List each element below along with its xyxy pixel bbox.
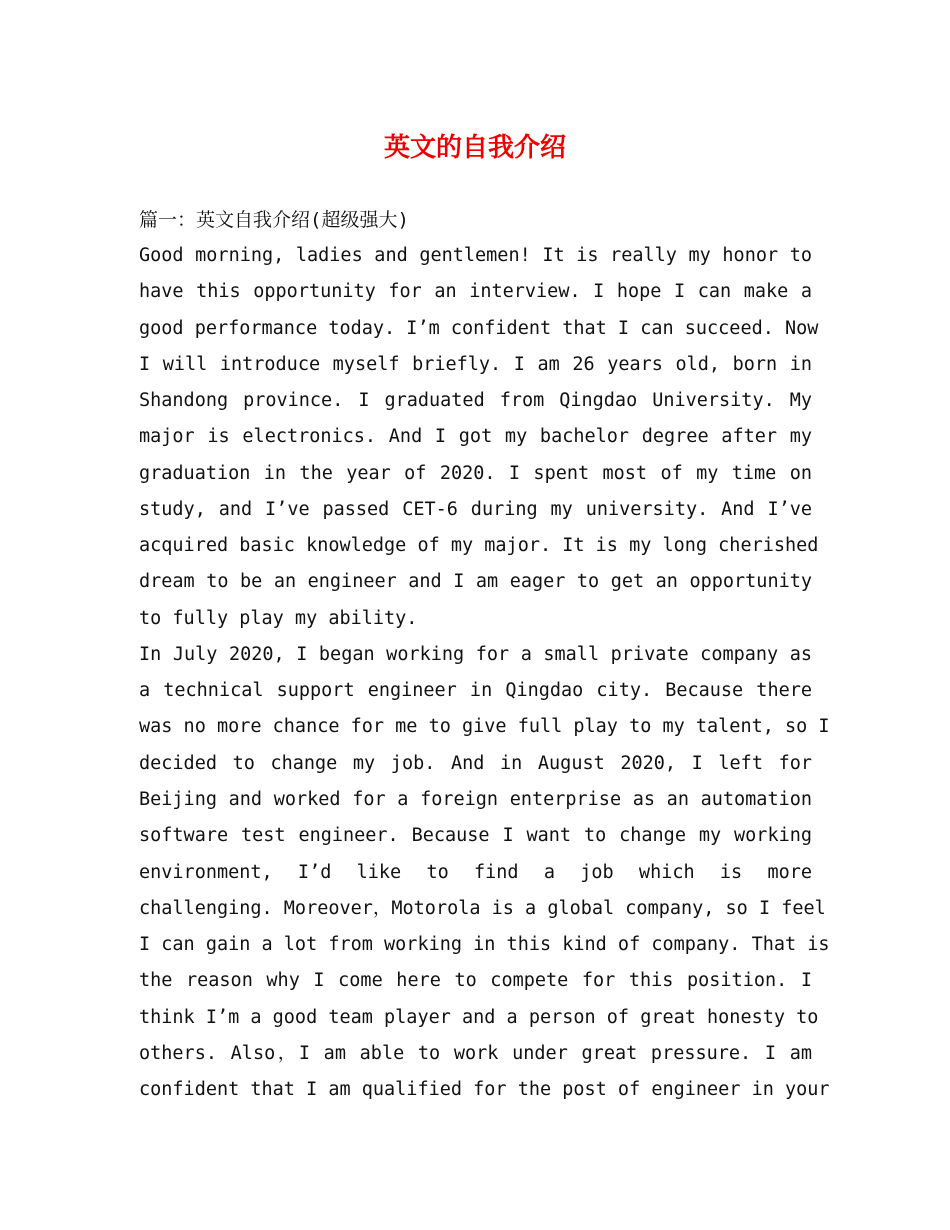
text-line: others. Also，I am able to work under great pressure. I am: [139, 1042, 812, 1064]
text-line: software test engineer. Because I want to change my working: [139, 825, 812, 847]
text-line: graduation in the year of 2020. I spent most of my time on: [139, 462, 812, 484]
text-line: major is electronics. And I got my bachelor degree after my: [139, 426, 812, 448]
text-line: to fully play my ability.: [139, 607, 418, 629]
text-line: good performance today. I’m confident that I can succeed. Now: [139, 317, 819, 339]
text-line: study, and I’ve passed CET-6 during my university. And I’ve: [139, 498, 812, 520]
text-line: Beijing and worked for a foreign enterprise as an automation: [139, 788, 812, 810]
text-line: I will introduce myself briefly. I am 26 years old, born in: [139, 353, 812, 375]
text-line: confident that I am qualified for the post of engineer in your: [139, 1079, 830, 1101]
text-line: environment, I’d like to find a job which is more: [139, 861, 812, 883]
section-heading: 篇一：英文自我介绍(超级强大): [139, 209, 409, 231]
text-line: a technical support engineer in Qingdao city. Because there: [139, 680, 812, 702]
text-line: have this opportunity for an interview. I hope I can make a: [139, 281, 812, 303]
text-line: acquired basic knowledge of my major. It is my long cherished: [139, 535, 819, 557]
text-line: the reason why I come here to compete for this position. I: [139, 970, 812, 992]
text-line: Good morning, ladies and gentlemen! It is really my honor to: [139, 245, 812, 266]
text-line: I can gain a lot from working in this kind of company. That is: [139, 934, 830, 956]
document-body: [139, 202, 830, 1108]
text-line: was no more chance for me to give full play to my talent, so I: [139, 716, 830, 738]
text-line: challenging. Moreover，Motorola is a global company, so I feel: [139, 897, 826, 919]
paragraph-1: [139, 238, 819, 637]
text-line: decided to change my job. And in August 2020, I left for: [139, 752, 812, 774]
paragraph-2: [139, 637, 830, 1108]
text-line: Shandong province. I graduated from Qingdao University. My: [139, 390, 812, 412]
text-line: dream to be an engineer and I am eager to get an opportunity: [139, 571, 812, 593]
text-line: think I’m a good team player and a person of great honesty to: [139, 1006, 819, 1028]
text-line: In July 2020, I began working for a small private company as: [139, 643, 812, 665]
document-title: 英文的自我介绍: [383, 133, 566, 163]
